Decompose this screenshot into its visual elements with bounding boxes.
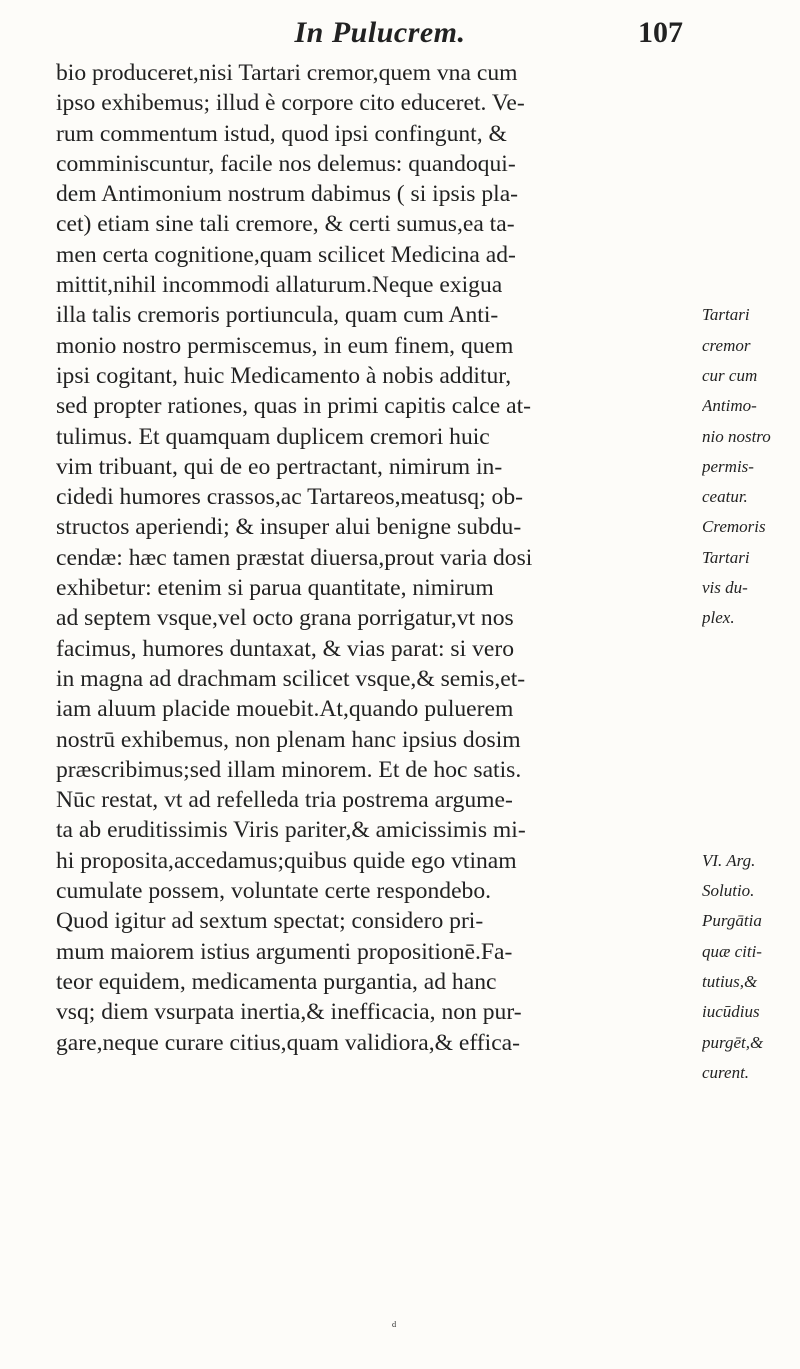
text-line: structos aperiendi; & insuper alui benigne subdu-: [56, 514, 522, 541]
running-head: In Pulucrem.: [294, 16, 466, 49]
text-line: vim tribuant, qui de eo pertractant, nimirum in-: [56, 453, 503, 480]
text-line: ta ab eruditissimis Viris pariter,& amicissimis mi-: [56, 817, 526, 844]
text-line: gare,neque curare citius,quam validiora,& effica-: [56, 1029, 521, 1056]
margin-note: ceatur.: [702, 487, 748, 507]
text-line: Quod igitur ad sextum spectat; considero pri-: [56, 908, 484, 935]
text-line: illa talis cremoris portiuncula, quam cum Anti-: [56, 302, 499, 329]
text-line: comminiscuntur, facile nos delemus: quandoqui-: [56, 150, 516, 177]
text-line: cendæ: hæc tamen præstat diuersa,prout varia dosi: [56, 544, 533, 571]
margin-note: Antimo-: [702, 396, 757, 416]
margin-note: purgēt,&: [702, 1032, 764, 1052]
text-line: nostrū exhibemus, non plenam hanc ipsius dosim: [56, 726, 521, 753]
margin-note: nio nostro: [702, 426, 771, 446]
text-line: in magna ad drachmam scilicet vsque,& semis,et-: [56, 665, 526, 692]
margin-note: plex.: [702, 608, 735, 628]
margin-note: cremor: [702, 335, 751, 355]
text-line: exhibetur: etenim si parua quantitate, nimirum: [56, 575, 494, 602]
text-line: Nūc restat, vt ad refelleda tria postrema argume-: [56, 787, 513, 814]
text-line: cet) etiam sine tali cremore, & certi sumus,ea ta-: [56, 211, 515, 238]
text-line: hi proposita,accedamus;quibus quide ego vtinam: [56, 847, 517, 874]
signature-mark: ᵈ: [392, 1320, 397, 1335]
text-line: facimus, humores duntaxat, & vias parat: si vero: [56, 635, 514, 662]
text-line: cumulate possem, voluntate certe respondebo.: [56, 878, 492, 905]
margin-note: tutius,&: [702, 971, 758, 991]
text-line: ad septem vsque,vel octo grana porrigatur,vt nos: [56, 605, 514, 632]
text-line: præscribimus;sed illam minorem. Et de hoc satis.: [56, 756, 522, 783]
margin-note: vis du-: [702, 578, 748, 598]
margin-note: Tartari: [702, 547, 750, 567]
margin-note: Solutio.: [702, 881, 755, 901]
margin-note: iucūdius: [702, 1002, 760, 1022]
text-line: rum commentum istud, quod ipsi confingunt, &: [56, 120, 507, 147]
margin-note: VI. Arg.: [702, 850, 756, 870]
text-line: ipso exhibemus; illud è corpore cito educeret. Ve-: [56, 90, 525, 117]
text-line: mum maiorem istius argumenti propositionē.Fa-: [56, 938, 513, 965]
margin-note: Purgātia: [702, 911, 762, 931]
text-line: iam aluum placide mouebit.At,quando puluerem: [56, 696, 514, 723]
text-line: teor equidem, medicamenta purgantia, ad hanc: [56, 968, 497, 995]
text-line: vsq; diem vsurpata inertia,& inefficacia, non pur-: [56, 999, 522, 1026]
text-line: dem Antimonium nostrum dabimus ( si ipsis pla-: [56, 181, 519, 208]
text-line: tulimus. Et quamquam duplicem cremori huic: [56, 423, 490, 450]
text-line: sed propter rationes, quas in primi capitis calce at-: [56, 393, 531, 420]
text-line: mittit,nihil incommodi allaturum.Neque exigua: [56, 272, 503, 299]
page-number: 107: [638, 16, 683, 49]
body-text: [56, 58, 696, 1058]
text-line: bio produceret,nisi Tartari cremor,quem vna cum: [56, 60, 518, 86]
margin-note: Tartari: [702, 305, 750, 325]
text-line: monio nostro permiscemus, in eum finem, quem: [56, 332, 514, 359]
margin-note: curent.: [702, 1062, 750, 1082]
margin-note: permis-: [702, 456, 754, 476]
margin-note: quæ citi-: [702, 941, 762, 961]
margin-notes: [702, 58, 798, 1088]
text-line: men certa cognitione,quam scilicet Medicina ad-: [56, 241, 516, 268]
text-line: ipsi cogitant, huic Medicamento à nobis additur,: [56, 362, 512, 389]
text-line: cidedi humores crassos,ac Tartareos,meatusq; ob-: [56, 484, 524, 511]
margin-note: Cremoris: [702, 517, 766, 537]
margin-note: cur cum: [702, 365, 758, 385]
